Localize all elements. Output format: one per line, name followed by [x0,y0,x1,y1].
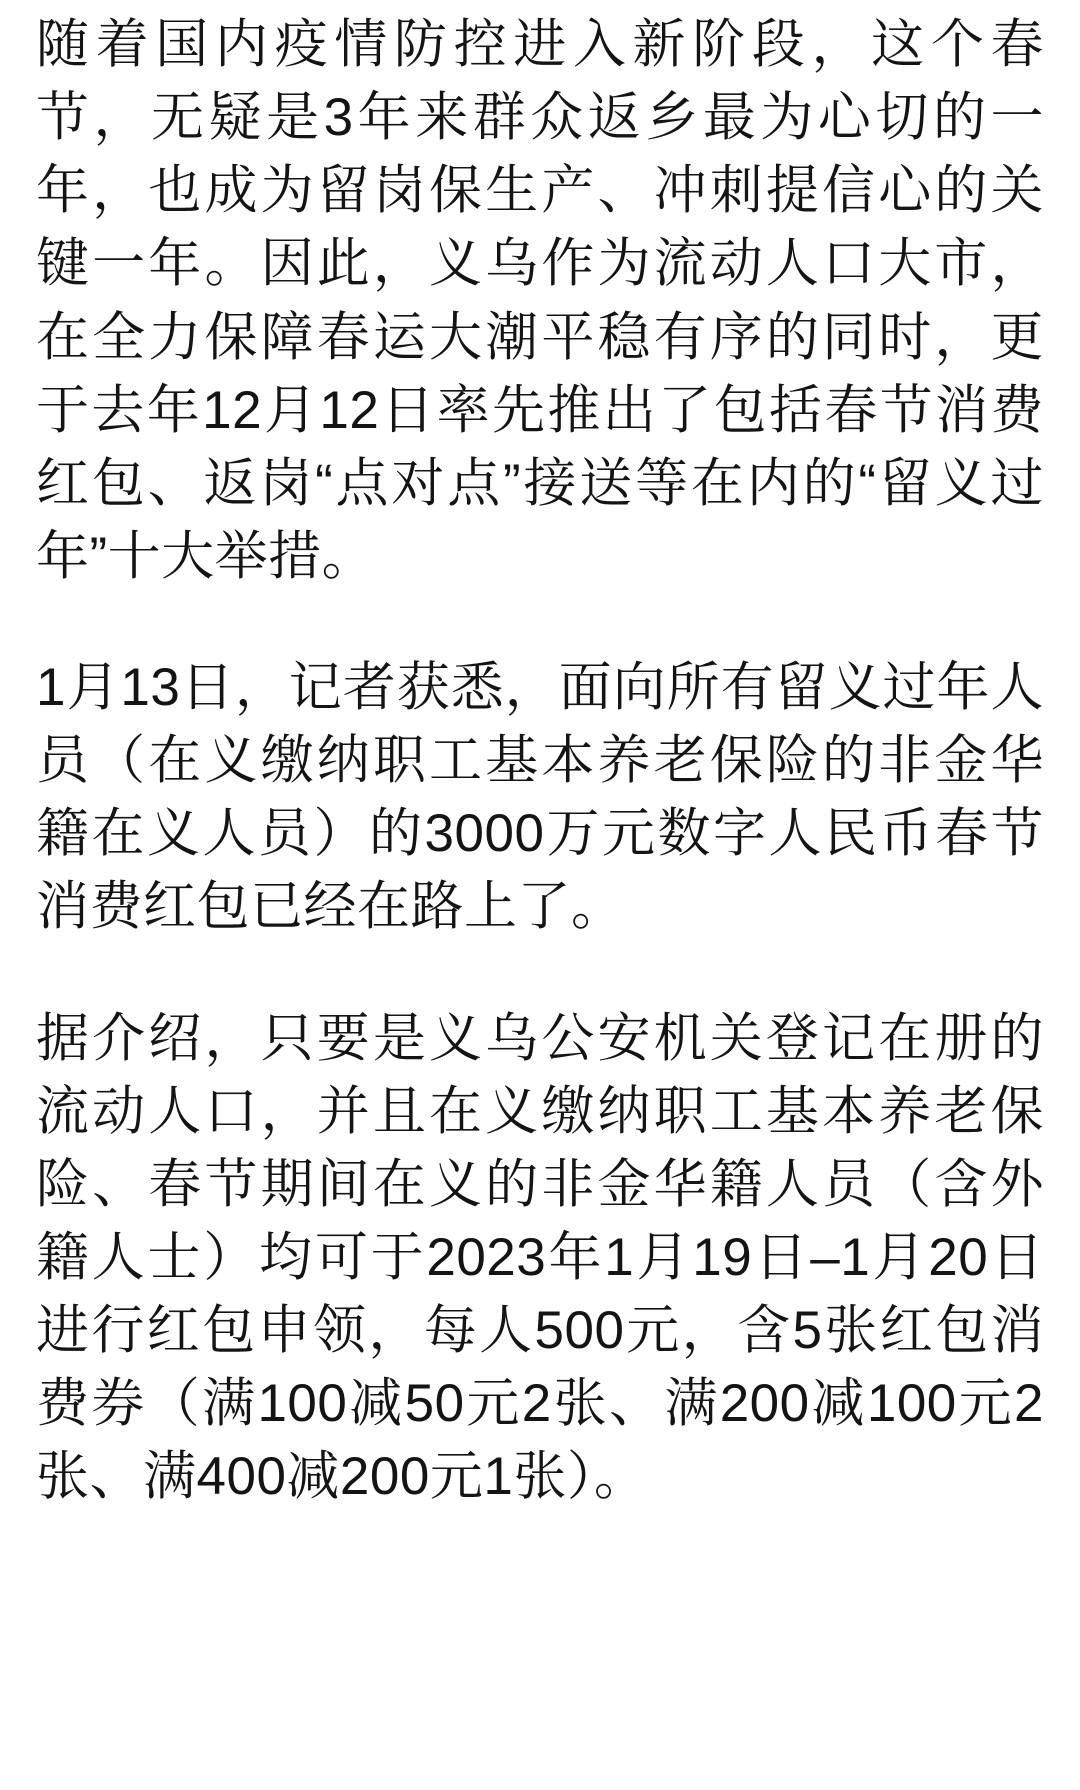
article-paragraph-3: 据介绍，只要是义乌公安机关登记在册的流动人口，并且在义缴纳职工基本养老保险、春节期间在义的非金华籍人员（含外籍人士）均可于2023年1月19日–1月20日进行红包申领，每人500元，含5张红包消费券（满100减50元2张、满200减100元2张、满400减200元1张）。 [36,1008,1044,1507]
article-paragraph-1: 随着国内疫情防控进入新阶段，这个春节，无疑是3年来群众返乡最为心切的一年，也成为留岗保生产、冲刺提信心的关键一年。因此，义乌作为流动人口大市，在全力保障春运大潮平稳有序的同时，更于去年12月12日率先推出了包括春节消费红包、返岗“点对点”接送等在内的“留义过年”十大举措。 [36,15,1044,586]
article-paragraph-2: 1月13日，记者获悉，面向所有留义过年人员（在义缴纳职工基本养老保险的非金华籍在义人员）的3000万元数字人民币春节消费红包已经在路上了。 [36,658,1044,937]
